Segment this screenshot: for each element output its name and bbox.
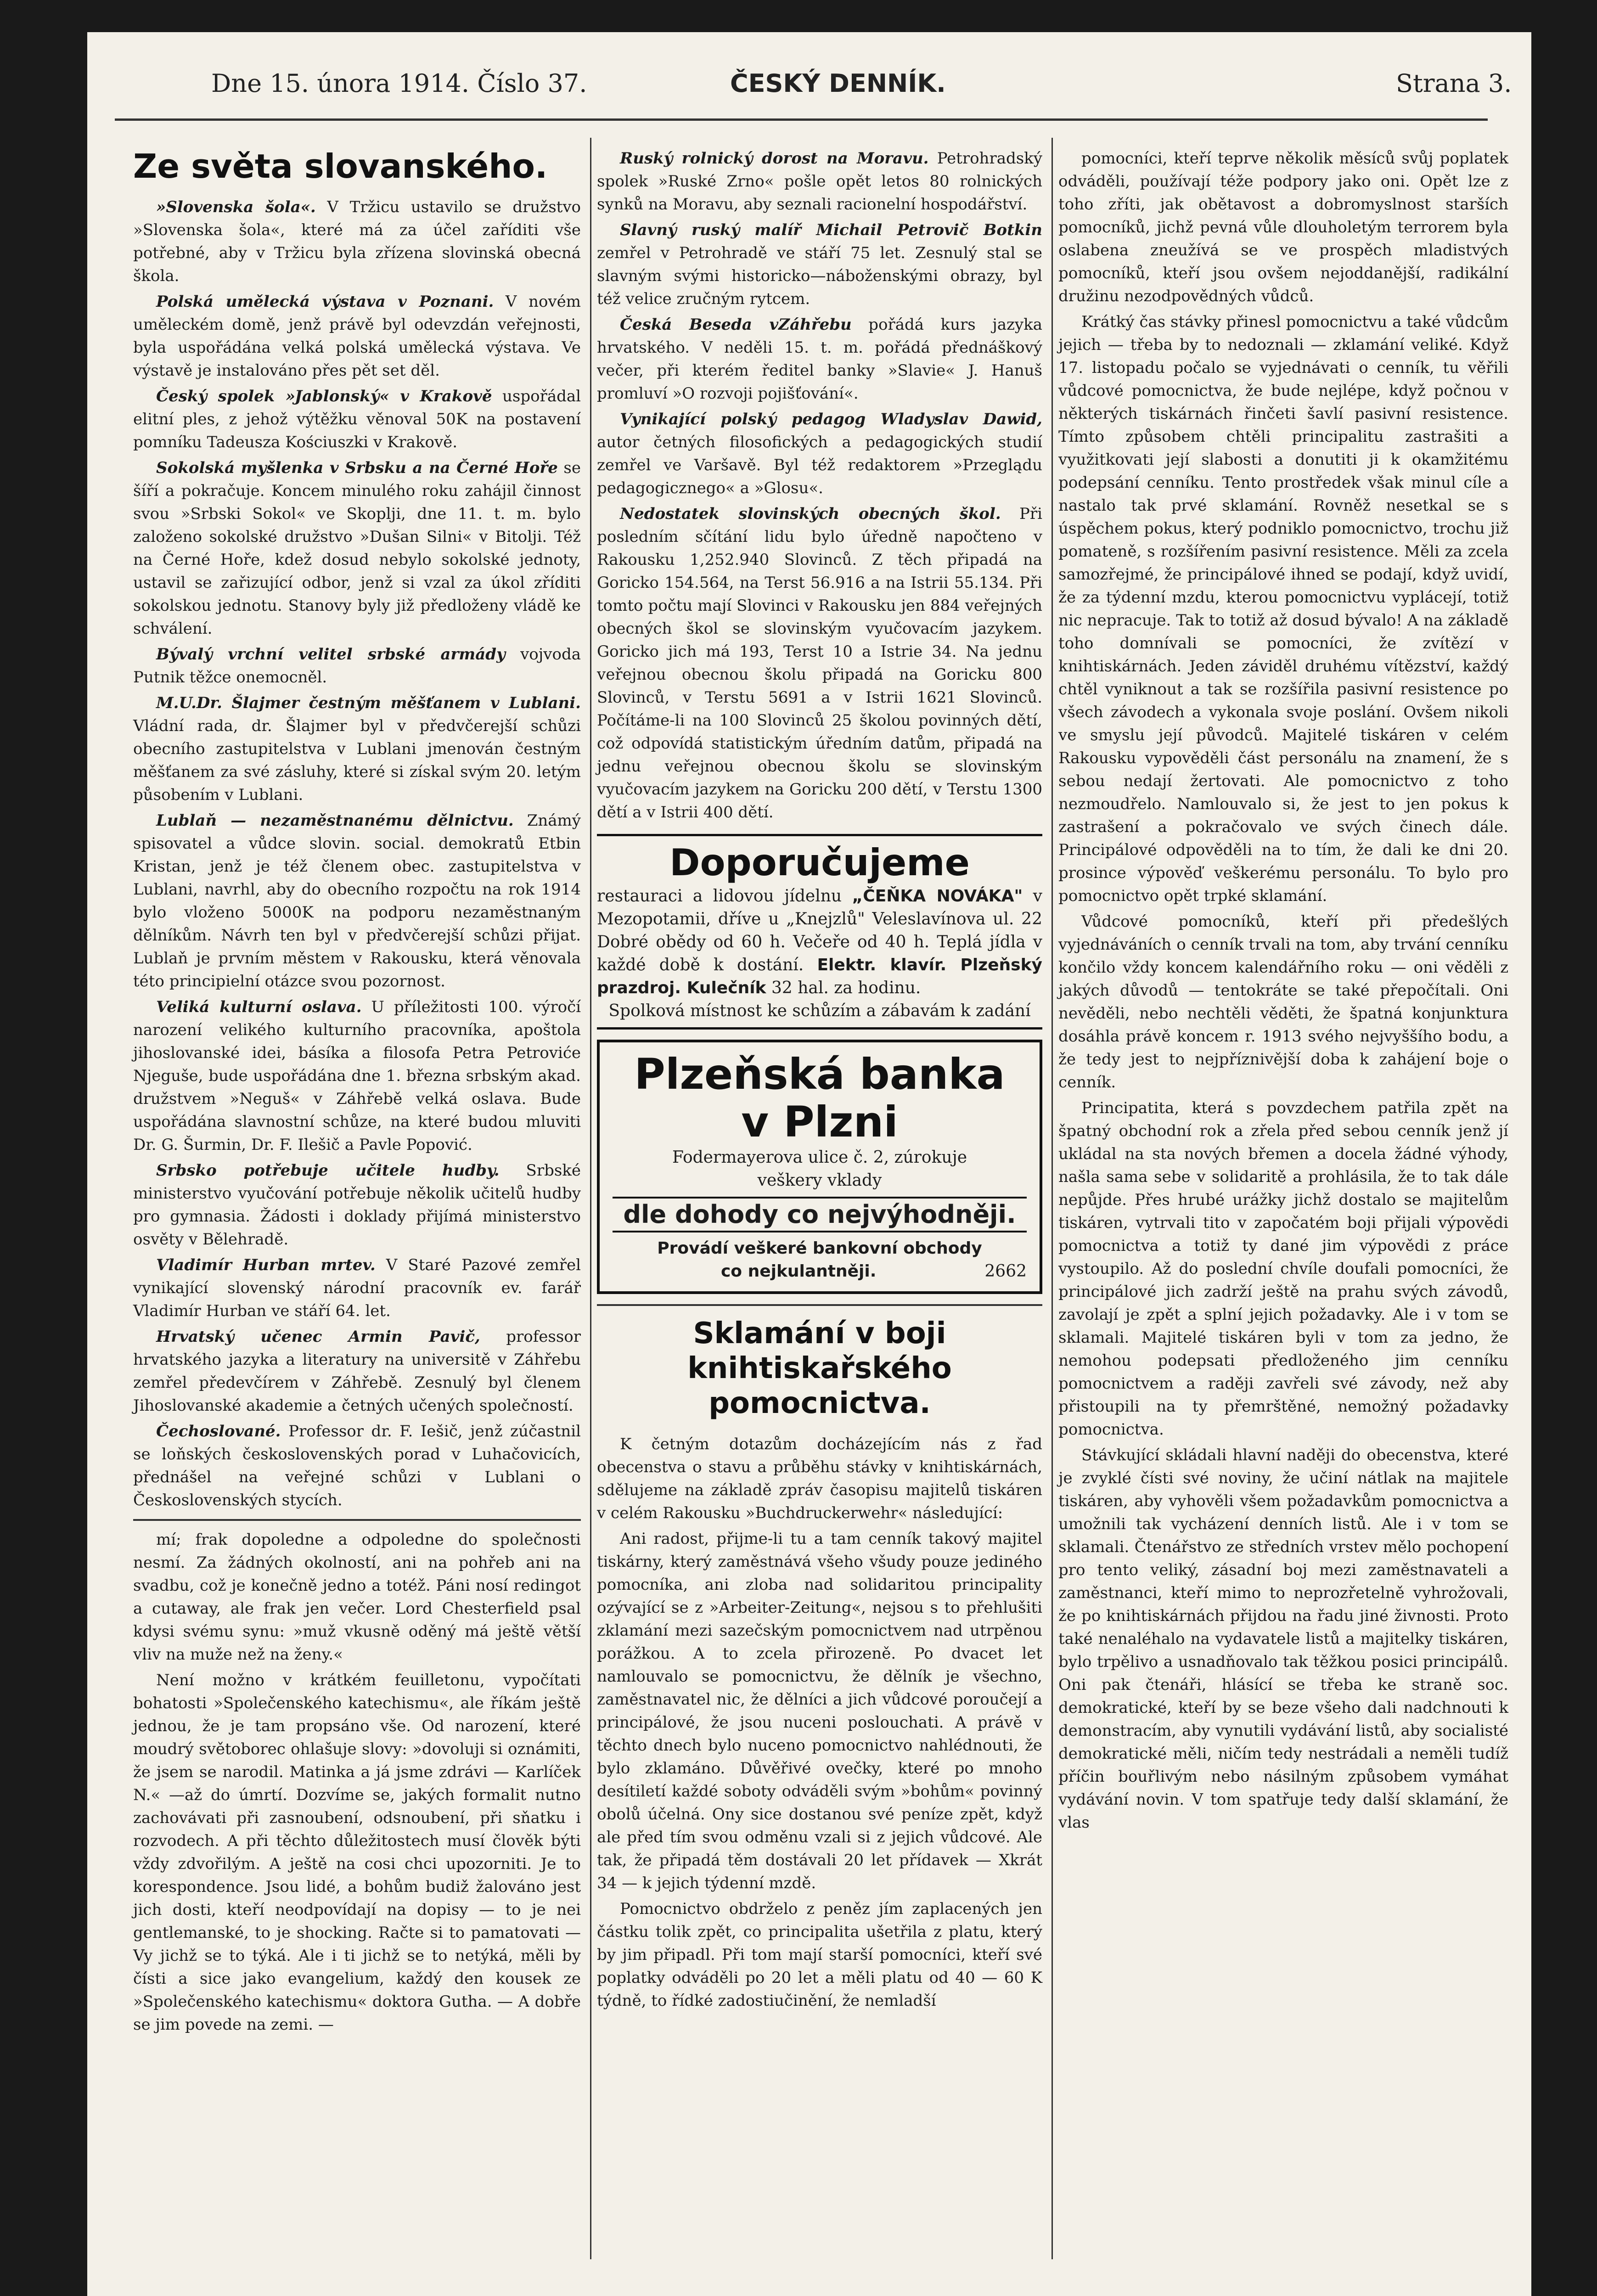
news-item	[133, 996, 581, 1156]
feuilleton	[133, 1528, 581, 2036]
news-item	[597, 147, 1042, 216]
paragraph: pomocníci, kteří teprve několik měsíců svůj poplatek odváděli, používají téže podpory jako oni. Opět lze z toho zříti, jak obětavost a dobromyslnost starších pomocníků, jichž pevná vůle dlouholetým terrorem byla oslabena zneužívá se ve prospěch mladistvých pomocníků, kteří jsou ovšem nejoddanější, radikální družinu nezodpovědných vůdců.	[1058, 149, 1508, 305]
paragraph: Pomocnictvo obdrželo z peněz jím zaplacených jen částku tolik zpět, co principalita ušetřila z platu, který by jim připadl. Při tom mají starší pomocníci, kteří své poplatky odváděli po 20 let a měli platu od 40 — 60 K týdně, to řídké zadostiučinění, že nemladší	[597, 1900, 1042, 2010]
news-item-title: Sokolská myšlenka v Srbsku a na Černé Hoře	[156, 459, 558, 477]
paragraph: Stávkující skládali hlavní naději do obecenstva, které je zvyklé čísti své noviny, že učiní nátlak na majitele tiskáren, aby vyhověli všem požadavkům pomocnictva a umožnili tak vycházení denních listů. Ale i v tom se sklamali. Čtenářstvo ze středních vrstev mělo pochopení pro tento veliký, zásadní boj mezi zaměstnavateli a zaměstnanci, kteří mimo to neprozřetelně vyhrožovali, že po knihtiskárnách přijdou na řadu jiné živnosti. Proto také nenaléhalo na vydavatele listů a majitelky tiskáren, bylo trpělivo a usnadňovalo tak těžkou posici principálů. Oni pak čtenáři, hlásící se třeba ke straně soc. demokratické, kteří by se beze všeho dali nadchnouti k demonstracím, aby vynutili vydávání listů, aby socialisté demokratické měli, ničím tedy nestrádali a neměli tudíž příčin bouřlivým nebo násilným způsobem vymáhat vydávání novin. V tom spatřuje tedy další sklamání, že vlas	[1058, 1446, 1508, 1832]
bank-number: 2662	[984, 1262, 1027, 1281]
news-item	[597, 502, 1042, 824]
ad-name: „ČEŇKA NOVÁKA"	[852, 887, 1023, 906]
news-item	[133, 290, 581, 382]
news-item	[133, 809, 581, 993]
right-column	[1058, 147, 1508, 1837]
news-item-text: professor hrvatského jazyka a literatury na universitě v Záhřebu zemřel předevčírem v Záhřebě. Zesnulý byl členem Jihoslovanské akademie a četných učených společností.	[133, 1328, 581, 1415]
news-item	[133, 456, 581, 640]
section-title: Ze světa slovanského.	[133, 147, 548, 186]
news-item	[133, 692, 581, 806]
news-item-title: Bývalý vrchní velitel srbské armády	[156, 645, 506, 664]
article-rule	[597, 1304, 1042, 1306]
bank-line2: veškery vklady	[757, 1171, 882, 1190]
news-item-text: vojvoda Putnik těžce onemocněl.	[133, 645, 581, 687]
paragraph: K četným dotazům docházejícím nás z řad obecenstva o stavu a průběhu stávky v knihtiskárnách, sdělujeme na základě zpráv časopisu majitelů tiskáren v celém Rakousku »Buchdruckerwehr« následující:	[597, 1435, 1042, 1522]
ad-bold: Elektr. klavír. Plzeňský prazdroj. Kulečník	[597, 956, 1042, 997]
paragraph: Není možno v krátkém feuilletonu, vypočítati bohatosti »Společenského katechismu«, ale říkám ještě jednou, že je tam propsáno vše. Od narození, které moudrý světoborec ohlašuje slovy: »dovoluji si oznámiti, že jsem se narodil. Matinka a já jsme zdrávi — Karlíček N.« —až do úmrtí. Dozvíme se, jakých formalit nutno zachovávati při zasnoubení, odsnoubení, při sňatku i rozvodech. A při těchto důležitostech musí člověk býti vždy zdvořilým. A ještě na cosi chci upozorniti. Je to korespondence. Jsou lidé, a bohům budiž žalováno jest jich dosti, kteří neodpovídají na dopisy — to je nei gentlemanské, to je shocking. Račte si to pamatovati — Vy jichž se to týká. Ale i ti jichž se to netýká, měli by čísti a sice jako evangelium, každý den kousek ze »Společenského katechismu« doktora Gutha. — A dobře se jim povede na zemi. —	[133, 1671, 581, 2034]
news-item	[597, 219, 1042, 310]
bank-boxed: dle dohody co nejvýhodněji.	[613, 1197, 1027, 1232]
news-item	[133, 1420, 581, 1512]
news-item	[597, 408, 1042, 500]
news-item-text: V Tržicu ustavilo se družstvo »Slovenska šola«, které má za účel zaříditi vše potřebné, aby v Tržicu byla zřízena slovinská obecná škola.	[133, 198, 581, 285]
news-items-middle	[597, 147, 1042, 824]
paragraph: mí; frak dopoledne a odpoledne do společnosti nesmí. Za žádných okolností, ani na pohřeb ani na svadbu, což je konečně jedno a totéž. Páni nosí redingot a cutaway, ale frak jen večer. Lord Chesterfield psal kdysi svému synu: »muž vkusně oděný má ještě větší vliv na muže než na ženy.«	[133, 1531, 581, 1664]
news-item-text: se šíří a pokračuje. Koncem minulého roku zahájil činnost svou »Srbski Sokol« ve Skoplji, dne 11. t. m. bylo založeno sokolské družstvo »Dušan Silni« v Bitolji. Též na Černé Hoře, kdež dosud nebylo sokolské jednoty, ustavil se zařizující odbor, jenž si vzal za úkol zříditi sokolskou jednotu. Stanovy byly již předloženy vládě ke schválení.	[133, 459, 581, 638]
news-item-title: Polská umělecká výstava v Poznani.	[156, 293, 494, 311]
news-item-title: Český spolek »Jablonský« v Krakově	[156, 387, 492, 405]
news-item-title: Ruský rolnický dorost na Moravu.	[620, 149, 929, 168]
news-item-text: Vládní rada, dr. Šlajmer byl v předvčerejší schůzi obecního zastupitelstva v Lublani jmenován čestným měšťanem za své zásluhy, které si získal svým 20. letým působením v Lublani.	[133, 717, 581, 804]
bank-title1: Plzeňská banka	[634, 1050, 1005, 1099]
news-item-text: U příležitosti 100. výročí narození velikého kulturního pracovníka, apoštola jihoslovanské idei, básíka a filosofa Petra Petroviće Njeguše, bude uspořádána dne 1. března srbským akad. družstvem »Neguš« v Záhřebě velká oslava. Bude uspořádána slavnostní schůze, na které budou mluviti Dr. G. Šurmin, Dr. F. Ilešič a Pavle Popović.	[133, 998, 581, 1154]
masthead: ČESKÝ DENNÍK.	[730, 69, 946, 98]
news-item-title: Česká Beseda vZáhřebu	[620, 315, 852, 334]
article-continuation	[1058, 147, 1508, 1834]
header-rule	[115, 118, 1488, 121]
news-item-title: Hrvatský učenec Armin Pavič,	[156, 1328, 480, 1346]
bank-ad	[597, 1040, 1042, 1294]
news-items	[133, 196, 581, 1512]
news-item-text: Známý spisovatel a vůdce slovin. social. demokratů Etbin Kristan, jenž je též členem obec. zastupitelstva v Lublani, navrhl, aby do obecního rozpočtu na rok 1914 bylo vloženo 5000K na podporu nezaměstnaným dělníkům. Návrh ten byl v předvčerejší schůzi přijat. Lublaň je prvním městem v Rakousku, která věnovala této principielní otázce svou pozornost.	[133, 811, 581, 990]
news-item-text: zemřel v Petrohradě ve stáří 75 let. Zesnulý stal se slavným svými historicko—náboženskými obrazy, byl též velice zručným rytcem.	[597, 244, 1042, 308]
middle-column	[597, 147, 1042, 2015]
paragraph: Ani radost, přijme-li tu a tam cenník takový majitel tiskárny, který zaměstnává všeho všudy pouze jediného pomocníka, ani zloba nad solidaritou principality ozývající se z »Arbeiter-Zeitung«, nejsou s to přehlušiti zklamání mezi sazečským pomocnictvem nad utrpěnou porážkou. A to zcela přirozeně. Po dvacet let namlouvalo se pomocnictvu, že dělník je všechno, zaměstnavatel nic, že dělníci a jich vůdcové poroučejí a principálové, že jsou nuceni poslouchati. A právě v těchto dnech bylo nuceno pomocnictvo nahlédnouti, že bylo zklamáno. Důvěřivé ovečky, které po mnoho desítiletí každé soboty odváděli svým »bohům« povinný obolů účelná. Ony sice dostanou své peníze zpět, když ale před tím svou odměnu vzali si z jejich vůdcové. Ale tak, že připadá těm dostávali 20 let přídavek — Xkrát 34 — k jejich týdenní mzdě.	[597, 1530, 1042, 1892]
news-item	[133, 1254, 581, 1322]
bank-line4: co nejkulantněji.	[720, 1262, 877, 1281]
ad-footer: Spolková místnost ke schůzím a zábavám k zadání	[608, 1002, 1031, 1020]
page-number: Strana 3.	[1396, 69, 1512, 98]
news-item-title: »Slovenska šola«.	[156, 198, 316, 216]
bank-line3: Provádí veškeré bankovní obchody	[657, 1239, 982, 1258]
news-item	[133, 385, 581, 454]
article-body	[597, 1433, 1042, 2012]
news-item	[133, 1325, 581, 1417]
bank-line1: Fodermayerova ulice č. 2, zúrokuje	[672, 1148, 967, 1167]
news-item-title: Vynikající polský pedagog Wladyslav Dawid,	[620, 410, 1042, 428]
news-item-title: Nedostatek slovinských obecných škol.	[620, 505, 1001, 523]
bank-title2: v Plzni	[741, 1097, 898, 1147]
ad-tail: 32 hal. za hodinu.	[771, 979, 921, 997]
news-item-title: Srbsko potřebuje učitele hudby.	[156, 1161, 500, 1180]
news-item-text: Professor dr. F. Iešič, jenž zúčastnil se loňských československých porad v Luhačovicích, přednášel na veřejné schůzi v Lublani o Československých stycích.	[133, 1422, 581, 1509]
column-divider-2	[1052, 138, 1053, 2259]
restaurant-ad	[597, 834, 1042, 1030]
news-item-text: uspořádal elitní ples, z jehož výtěžku věnoval 50K na postavení pomníku Tadeusza Kościuszki v Krakově.	[133, 387, 581, 451]
news-item-title: Čechoslované.	[156, 1422, 281, 1441]
news-item-text: autor četných filosofických a pedagogických studií zemřel ve Varšavě. Byl též redaktorem »Przeglądu pedagogicznego« a »Glosu«.	[597, 433, 1042, 497]
news-item	[597, 313, 1042, 405]
news-item-title: Lublaň — nezaměstnanému dělnictvu.	[156, 811, 514, 830]
column-divider-1	[590, 138, 591, 2259]
news-item-text: Při posledním sčítání lidu bylo úředně napočteno v Rakousku 1,252.940 Slovinců. Z těch připadá na Goricko 154.564, na Terst 56.916 a na Istrii 55.134. Při tomto počtu mají Slovinci v Rakousku jen 884 veřejných obecných škol se slovinským vyučovacím jazykem. Goricko jich má 193, Terst 10 a Istrie 34. Na jednu veřejnou obecnou školu připadá na Goricku 800 Slovinců, v Terstu 5691 a v Istrii 1621 Slovinců. Počítáme-li na 100 Slovinců 25 školou povinných dětí, což odpovídá statistickým úředním datům, připadá na jednu veřejnou obecnou školu se slovinským vyučovacím jazykem na Goricku 200 dětí, v Terstu 1300 dětí a v Istrii 400 dětí.	[597, 505, 1043, 822]
bank-line4-row	[613, 1260, 1027, 1283]
news-item	[133, 1159, 581, 1251]
news-item-title: Slavný ruský malíř Michail Petrovič Botkin	[620, 221, 1042, 239]
news-item-text: pořádá kurs jazyka hrvatského. V neděli 15. t. m. pořádá přednáškový večer, při kterém ředitel banky »Slavie« J. Hanuš promluví »O rozvoji pojišťování«.	[597, 315, 1042, 403]
ad-body1: restauraci a lidovou jídelnu	[597, 887, 842, 906]
news-item	[133, 196, 581, 287]
article-title: Sklamání v boji knihtiskařského pomocnictva.	[687, 1317, 952, 1420]
news-item-title: Vladimír Hurban mrtev.	[156, 1256, 376, 1274]
ad-title: Doporučujeme	[669, 841, 970, 884]
paragraph: Principatita, která s povzdechem patřila zpět na špatný obchodní rok a zřela před sebou cenník jenž jí ukládal na sta nových břemen a docela žádné výhody, našla sama sebe v solidaritě a prohlásila, že to tak dále nepůjde. Přes hrubé urážky jichž dostalo se majitelům tiskáren, vytrvali tito v započatém boji přijali výpovědi pomocnictva a totiž ty dané jim výpovědi z práce vystoupilo. Až do poslední chvíle doufali pomocníci, že principálové jich zadrží ještě na prahu svých závodů, zavolají je zpět a splní jejich požadavky. Ale i v tom se sklamali. Majitelé tiskáren byli v tom za jedno, že nemohou podepsati předloženého jim cenníku pomocnictvem a raději zavřeli své závody, než aby přistoupili na ty přemrštěné, nemožný požadavky pomocnictva.	[1058, 1099, 1508, 1439]
news-item-title: Veliká kulturní oslava.	[156, 998, 362, 1016]
left-column	[133, 147, 581, 2039]
news-item-title: M.U.Dr. Šlajmer čestným měšťanem v Lublani.	[156, 694, 581, 712]
ad-body2: v Mezopotamii, dříve u „Knejzlů" Veleslavínova ul. 22 Dobré obědy od 60 h. Večeře od 40 h. Teplá jídla v každé době k dostání.	[597, 887, 1042, 974]
issue-date: Dne 15. února 1914. Číslo 37.	[211, 69, 587, 98]
news-item-text: Srbské ministerstvo vyučování potřebuje několik učitelů hudby pro gymnasia. Žádosti i doklady přijímá ministerstvo osvěty v Bělehradě.	[133, 1161, 581, 1249]
paragraph: Vůdcové pomocníků, kteří při předešlých vyjednáváních o cenník trvali na tom, aby trvání cenníku končilo vždy koncem kalendářního roku — oni věděli z jakých důvodů — tentokráte se také přepočítali. Oni nevěděli, nebo nechtěli věděti, že špatná konjunktura dosáhla právě koncem r. 1913 svého nejvyššího bodu, a že tedy jest to nejpříznivější doba k zahájení boje o cenník.	[1058, 912, 1508, 1092]
news-item-text: V Staré Pazové zemřel vynikající slovenský národní pracovník ev. farář Vladimír Hurban ve stáří 64. let.	[133, 1256, 581, 1320]
feuilleton-rule	[133, 1519, 581, 1521]
news-item-text: V novém uměleckém domě, jenž právě byl odevzdán veřejnosti, byla uspořádána velká polská umělecká výstava. Ve výstavě je instalováno přes pět set děl.	[133, 293, 581, 380]
ad-text	[597, 885, 1042, 1000]
news-item	[133, 643, 581, 689]
paragraph: Krátký čas stávky přinesl pomocnictvu a také vůdcům jejich — třeba by to nedoznali — zklamání veliké. Když 17. listopadu počalo se vyjednávati o cenník, tu věřili vůdcové pomocnictva, že bude nejlépe, když počnou v některých tiskárnách řinčeti šavlí pasivní resistence. Tímto způsobem chtěli principalitu zastrašiti a využitkovati její slabosti a donutiti ji k okamžitému podepsání cenníku. Tento prostředek však minul cíle a nastalo tak prvé sklamání. Rovněž nesetkal se s úspěchem pokus, který podniklo pomocnictvo, trochu již pomateně, s rozšířením pasivní resistence. Měli za zcela samozřejmé, že principálové ihned se podají, když uvidí, že za týdenní mzdu, kterou pomocnictvu vyplácejí, totiž nic nepracuje. Tak to totiž až dosud bývalo! A na základě toho domnívali se pomocníci, že zvítězí v knihtiskárnách. Jeden záviděl druhému vítězství, každý chtěl vyniknout a tak se rozšířila pasivní resistence po všech závodech a vykonala svoje poslání. Ovšem nikoli ve smyslu její původců. Majitelé tiskáren v celém Rakousku vypověděli část personálu na znamení, že s sebou nedají žertovati. Ale pomocnictvo z toho nezmoudřelo. Namlouvalo si, že jest to jen pokus k zastrašení a pokračovalo ve svých činech dále. Principálové odpověděli na to tím, že dali ke dni 20. prosince výpověď veškerému personálu. To bylo pro pomocnictvo opět trpké sklamání.	[1058, 313, 1508, 905]
news-item-text: Petrohradský spolek »Ruské Zrno« pošle opět letos 80 rolnických synků na Moravu, aby seznali racionelní hospodářství.	[597, 149, 1042, 214]
